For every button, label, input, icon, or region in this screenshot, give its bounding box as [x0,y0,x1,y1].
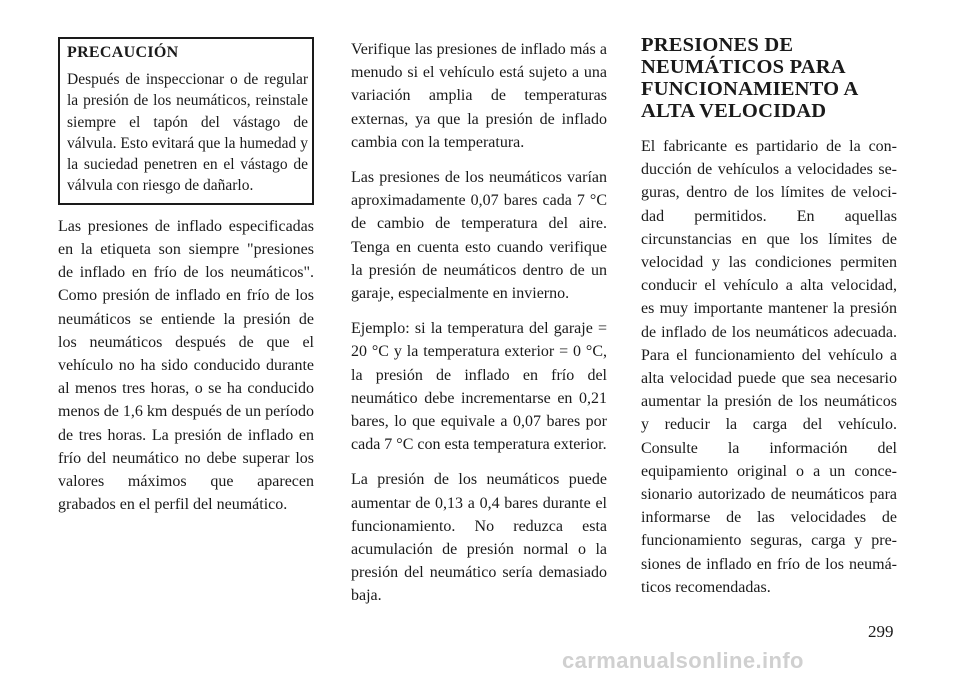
column-middle [351,38,607,620]
paragraph: La presión de los neumáticos puede aumentar de 0,13 a 0,4 bares durante el funcionamiento. No reduzca esta acumulación de presión normal o la presión del neumático sería demasiado baja. [351,471,607,605]
paragraph: Verifique las presiones de inflado más a menudo si el vehículo está sujeto a una variación amplia de temperaturas externas, ya que la presión de inflado cambia con la temperatura. [351,41,607,151]
paragraph: El fabricante es partidario de la conducción de vehículos a velocidades seguras, dentro de los límites de velocidad permitidos. En aquellas circunstancias en que los límites de velocidad y las condiciones permiten conducir el vehículo a alta velocidad, es muy importante mantener la presión de inflado de los neumáticos adecuada. Para el funcionamiento del vehículo a alta velocidad puede que sea necesario aumentar la presión de los neumáticos y reducir la carga del vehículo. Consulte la información del equipamiento original o a un concesionario autorizado de neumáticos para informarse de las velocidades de funcionamiento seguras, carga y presiones de inflado en frío de los neumáticos recomendadas. [641,138,897,596]
column-right [641,34,897,611]
caution-box [58,37,314,205]
column-left [58,37,314,528]
paragraph: Las presiones de los neumáticos varían aproximadamente 0,07 bares cada 7 °C de cambio de temperatura del aire. Tenga en cuenta esto cuando verifique la presión de neumáticos dentro de un garaje, especialmente en invierno. [351,169,607,303]
watermark: carmanualsonline.info [562,648,804,673]
paragraph: Las presiones de inflado especificadas en la etiqueta son siempre "presiones de inflado en frío de los neumáticos". Como presión de inflado en frío de los neumáticos se entiende la presión de los neumáticos después de que el vehículo no ha sido conducido durante al menos tres horas, o se ha conducido menos de 1,6 km después de un período de tres horas. La presión de inflado en frío del neumático no debe superar los valores máximos que aparecen grabados en el perfil del neumático. [58,217,314,514]
paragraph: Ejemplo: si la temperatura del garaje = 20 °C y la temperatura exterior = 0 °C, la presión de inflado en frío del neumático debe incrementarse en 0,21 bares, lo que equivale a 0,07 bares por cada 7 °C con esta temperatura exterior. [351,320,607,454]
caution-title: PRECAUCIÓN [67,44,179,61]
page-number: 299 [868,622,894,641]
section-heading: PRESIONES DE NEUMÁTICOS PARA FUNCIONAMIENTO A ALTA VELOCIDAD [641,34,858,122]
caution-body: Después de inspeccionar o de regular la presión de los neumáticos, reinstale siempre el tapón del vástago de válvula. Esto evitará que la humedad y la suciedad penetren en el vástago de válvula con riesgo de dañarlo. [67,71,308,195]
